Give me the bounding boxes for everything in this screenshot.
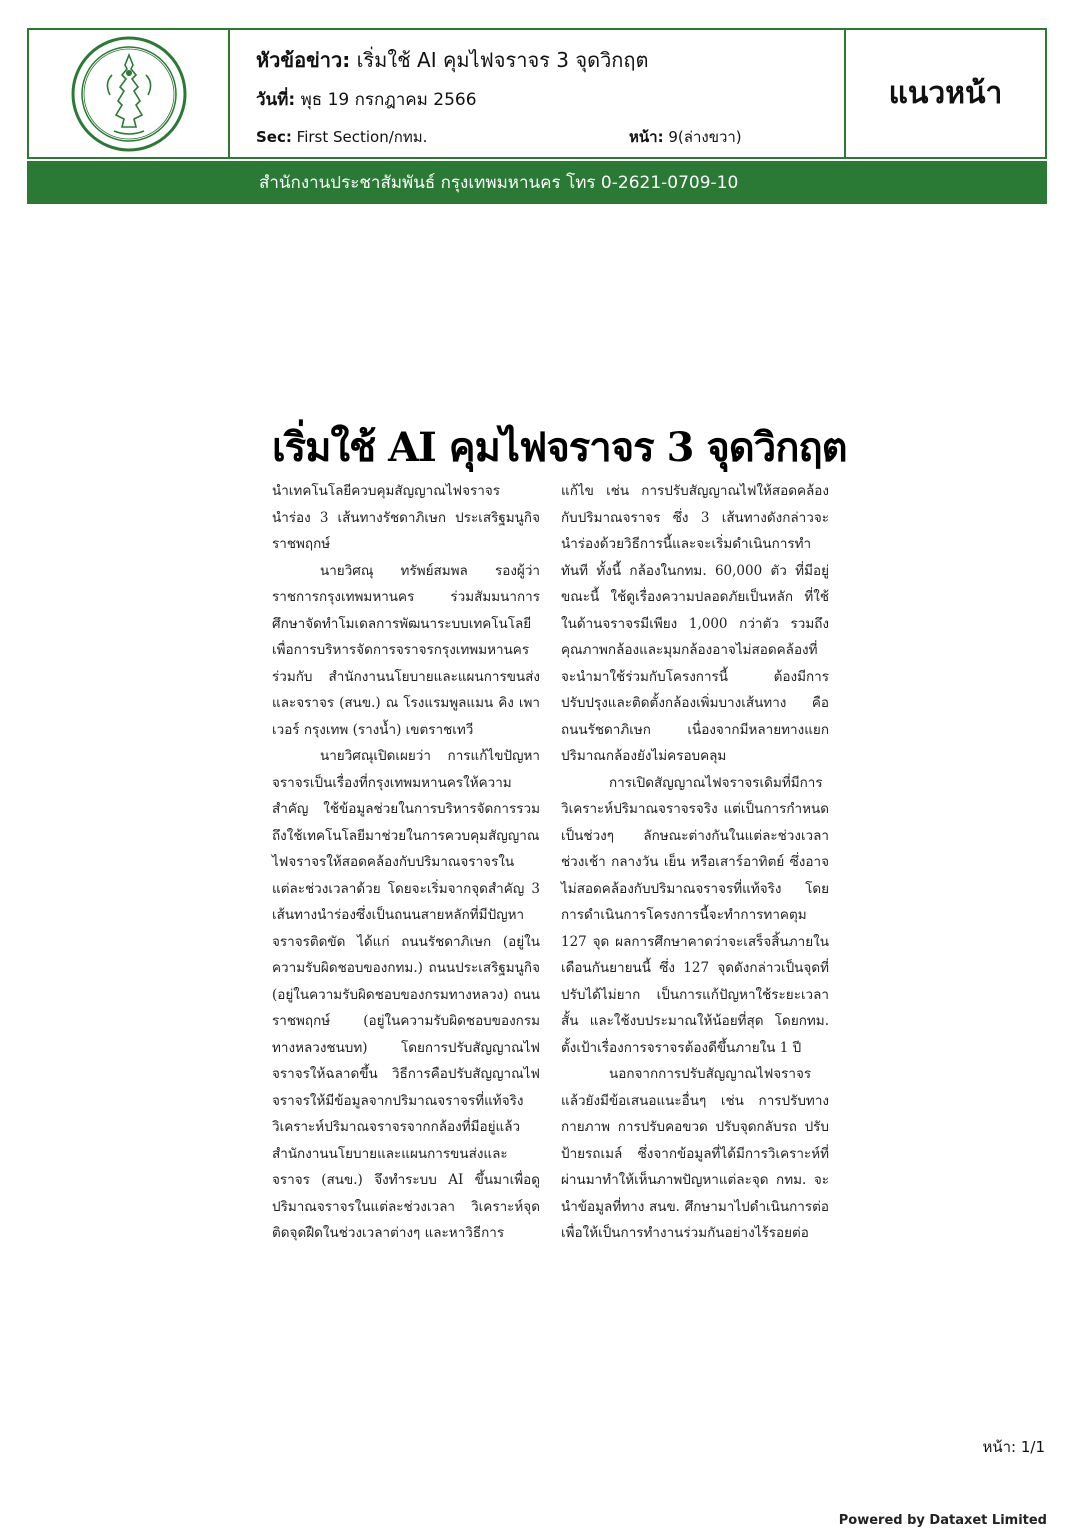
headline-label: หัวข้อข่าว: [256,48,351,72]
article-paragraph: นายวิศณุเปิดเผยว่า การแก้ไขปัญหาจราจรเป็นเรื่องที่กรุงเทพมหานครให้ความสำคัญ ใช้ข้อมูลช่วยในการบริหารจัดการรวมถึงใช้เทคโนโลยีมาช่วยในการควบคุมสัญญาณไฟจราจรให้สอดคล้องกับปริมาณจราจรในแต่ละช่วงเวลาด้วย โดยจะเริ่มจากจุดสำคัญ 3 เส้นทางนำร่องซึ่งเป็นถนนสายหลักที่มีปัญหาจราจรติดขัด ได้แก่ ถนนรัชดาภิเษก (อยู่ในความรับผิดชอบของกทม.) ถนนประเสริฐมนูกิจ (อยู่ในความรับผิดชอบของกรมทางหลวง) ถนนราชพฤกษ์ (อยู่ในความรับผิดชอบของกรมทางหลวงชนบท) โดยการปรับสัญญาณไฟจราจรให้ฉลาดขึ้น วิธีการคือปรับสัญญาณไฟจราจรให้มีข้อมูลจากปริมาณจราจรที่แท้จริง วิเคราะห์ปริมาณจราจรจากกล้องที่มีอยู่แล้ว สำนักงานนโยบายและแผนการขนส่งและจราจร (สนข.) จึงทำระบบ AI ขึ้นมาเพื่อดูปริมาณจราจรในแต่ละช่วงเวลา วิเคราะห์จุดติดจุดฝืดในช่วงเวลาต่างๆ และหาวิธีการ [272,748,540,1241]
page-value: 9(ล่างขวา) [668,128,742,146]
page-count: หน้า: 1/1 [982,1438,1045,1456]
sec-value: First Section/กทม. [296,128,428,146]
article-column-1 [272,478,540,1247]
clipping-info [230,30,846,157]
article-paragraph: นอกจากการปรับสัญญาณไฟจราจรแล้วยังมีข้อเสนอแนะอื่นๆ เช่น การปรับทางกายภาพ การปรับคอขวด ปรับจุดกลับรถ ปรับป้ายรถเมล์ ซึ่งจากข้อมูลที่ได้มีการวิเคราะห์ที่ผ่านมาทำให้เห็นภาพปัญหาแต่ละจุด กทม. จะนำข้อมูลที่ทาง สนข. ศึกษามาไปดำเนินการต่อ เพื่อให้เป็นการทำงานร่วมกันอย่างไร้รอยต่อ [561,1066,829,1241]
headline-value: เริ่มใช้ AI คุมไฟจราจร 3 จุดวิกฤต [356,48,649,72]
article-column-2 [561,478,829,1247]
contact-banner-text: สำนักงานประชาสัมพันธ์ กรุงเทพมหานคร โทร 0-2621-0709-10 [259,173,739,193]
article-paragraph: แก้ไข เช่น การปรับสัญญาณไฟให้สอดคล้องกับปริมาณจราจร ซึ่ง 3 เส้นทางดังกล่าวจะนำร่องด้วยวิธีการนี้และจะเริ่มดำเนินการทำทันที ทั้งนี้ กล้องในกทม. 60,000 ตัว ที่มีอยู่ขณะนี้ ใช้ดูเรื่องความปลอดภัยเป็นหลัก ที่ใช้ในด้านจราจรมีเพียง 1,000 กว่าตัว รวมถึงคุณภาพกล้องและมุมกล้องอาจไม่สอดคล้องที่จะนำมาใช้ร่วมกับโครงการนี้ ต้องมีการปรับปรุงและติดตั้งกล้องเพิ่มบางเส้นทาง คือ ถนนรัชดาภิเษก เนื่องจากมีหลายทางแยก ปริมาณกล้องยังไม่ครอบคลุม [561,483,829,764]
sec-label: Sec: [256,128,292,146]
contact-banner [27,161,1047,204]
headline-row [256,44,649,76]
date-label: วันที่: [256,90,296,110]
section-row [256,125,427,149]
powered-by: Powered by Dataxet Limited [838,1513,1047,1528]
logo-cell [29,30,230,157]
date-row [256,86,477,113]
article-paragraph: การเปิดสัญญาณไฟจราจรเดิมที่มีการวิเคราะห์ปริมาณจราจรจริง แต่เป็นการกำหนดเป็นช่วงๆ ลักษณะต่างกันในแต่ละช่วงเวลา ช่วงเช้า กลางวัน เย็น หรือเสาร์อาทิตย์ ซึ่งอาจไม่สอดคล้องกับปริมาณจราจรที่แท้จริง โดยการดำเนินการโครงการนี้จะทำการทาคตุม 127 จุด ผลการศึกษาคาดว่าจะเสร็จสิ้นภายในเดือนกันยายนนี้ ซึ่ง 127 จุดดังกล่าวเป็นจุดที่ปรับได้ไม่ยาก เป็นการแก้ปัญหาใช้ระยะเวลาสั้น และใช้งบประมาณให้น้อยที่สุด โดยกทม. ตั้งเป้าเรื่องการจราจรต้องดีขึ้นภายใน 1 ปี [561,774,829,1056]
publication-name: แนวหน้า [888,76,1003,111]
article-title: เริ่มใช้ AI คุมไฟจราจร 3 จุดวิกฤต [272,424,847,471]
bangkok-seal-icon [70,35,188,153]
page-label: หน้า: [629,128,664,146]
article-paragraph: นำเทคโนโลยีควบคุมสัญญาณไฟจราจร นำร่อง 3 เส้นทางรัชดาภิเษก ประเสริฐมนูกิจ ราชพฤกษ์ [272,483,540,552]
clipping-header [27,28,1047,159]
article-paragraph: นายวิศณุ ทรัพย์สมพล รองผู้ว่าราชการกรุงเทพมหานคร ร่วมสัมมนาการศึกษาจัดทำโมเดลการพัฒนาระบบเทคโนโลยีเพื่อการบริหารจัดการจราจรกรุงเทพมหานคร ร่วมกับ สำนักงานนโยบายและแผนการขนส่งและจราจร (สนข.) ณ โรงแรมพูลแมน คิง เพาเวอร์ กรุงเทพ (รางน้ำ) เขตราชเทวี [272,562,540,738]
publication-cell [846,30,1045,157]
date-value: พุธ 19 กรกฎาคม 2566 [300,90,477,110]
page-ref [629,125,742,149]
